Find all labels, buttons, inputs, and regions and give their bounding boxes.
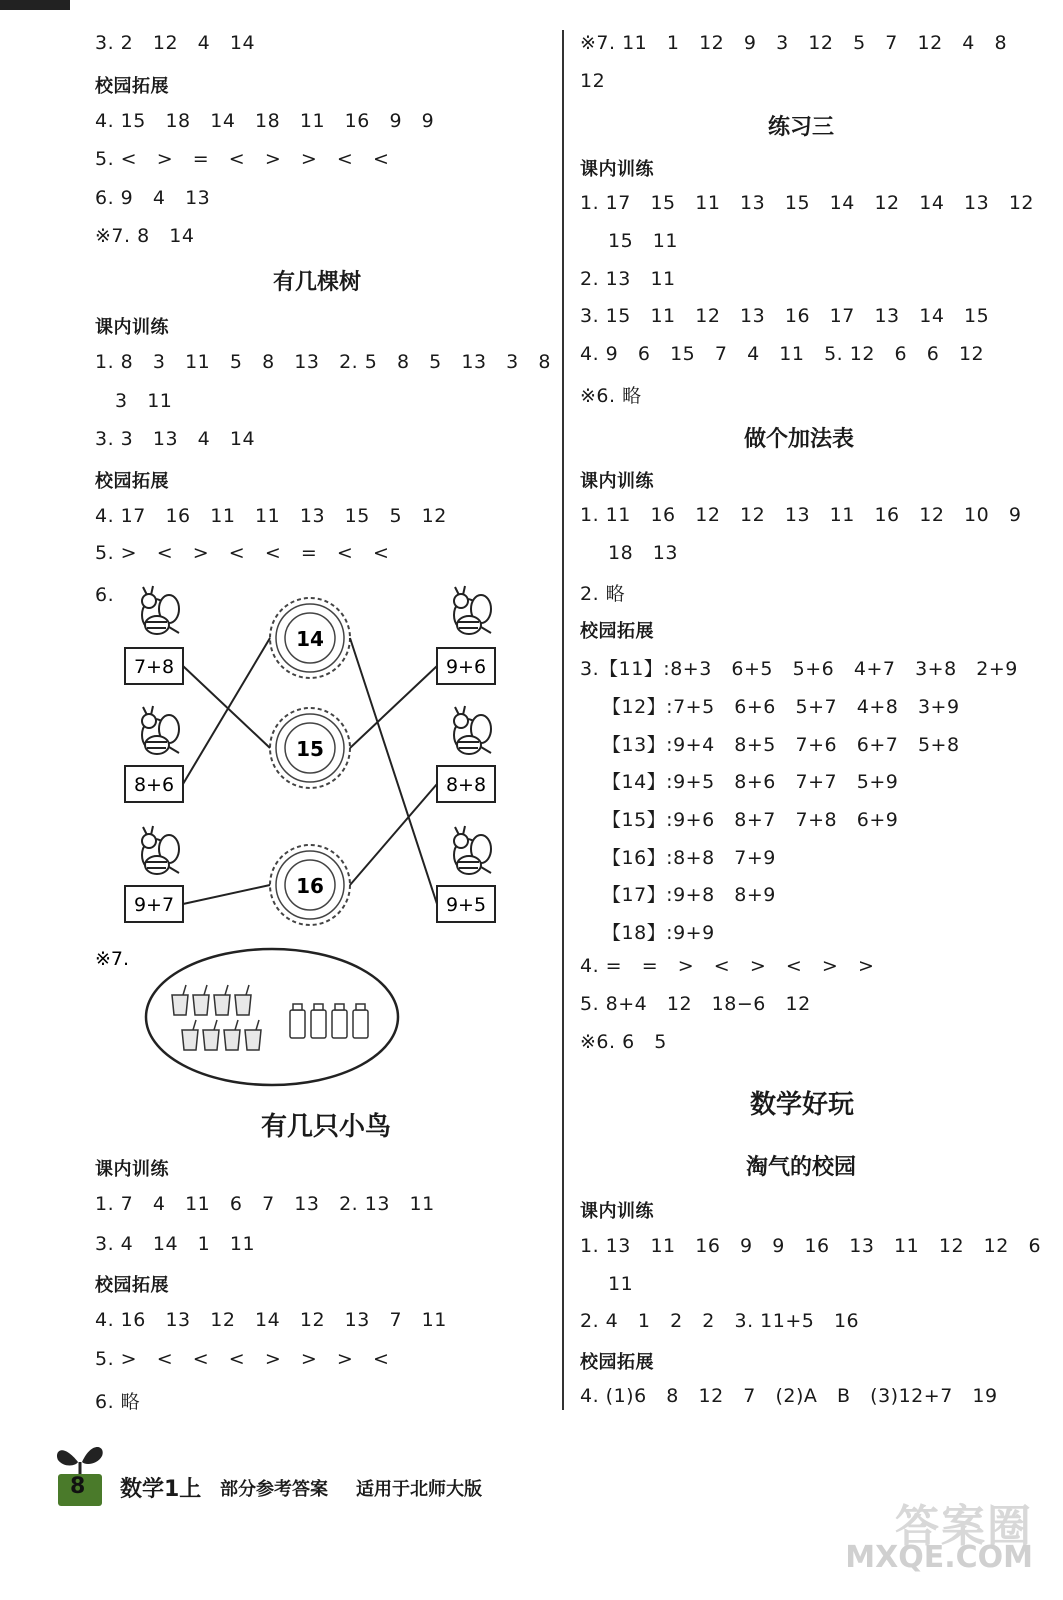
answer-line: 3. 15 11 12 13 16 17 13 14 15 (580, 305, 990, 327)
bee-icon (142, 706, 179, 754)
bee-icon (142, 826, 179, 874)
matching-diagram (0, 0, 560, 1100)
answer-line: 1. 8 3 11 5 8 13 2. 5 8 5 13 3 8 (95, 351, 551, 373)
sprout-pot-icon (52, 1432, 112, 1512)
section-label: 校园拓展 (580, 621, 654, 642)
page-footer (52, 1432, 652, 1512)
flower-number: 16 (296, 874, 324, 898)
flower-number: 15 (296, 737, 324, 761)
question-number: 6. (95, 584, 115, 606)
expression-text: 7+8 (133, 656, 175, 678)
answer-line: 【13】:9+4 8+5 7+6 6+7 5+8 (602, 734, 960, 756)
answer-line: 【16】:8+8 7+9 (602, 847, 776, 869)
answer-line: 5. > < > < < = < < (95, 542, 390, 564)
footer-label: 部分参考答案 (220, 1479, 328, 1500)
answer-line: 4. (1)6 8 12 7 (2)A B (3)12+7 19 (580, 1385, 998, 1407)
answer-line: 【17】:9+8 8+9 (602, 884, 776, 906)
answer-line: 【12】:7+5 6+6 5+7 4+8 3+9 (602, 696, 960, 718)
answer-line: 5. 8+4 12 18−6 12 (580, 993, 811, 1015)
lesson-title: 练习三 (768, 115, 835, 140)
answer-line: 2. 略 (580, 583, 626, 605)
answer-line: 11 (608, 1273, 634, 1295)
question-number: ※7. (95, 948, 130, 970)
answer-line: 6. 略 (95, 1391, 141, 1413)
answer-line: 【14】:9+5 8+6 7+7 5+9 (602, 771, 899, 793)
answer-line: 6. 9 4 13 (95, 187, 211, 209)
section-label: 课内训练 (580, 1201, 654, 1222)
flower-number: 14 (296, 627, 324, 651)
answer-line: 1. 11 16 12 12 13 11 16 12 10 9 (580, 504, 1022, 526)
expression-text: 9+6 (445, 656, 487, 678)
answer-line: ※6. 6 5 (580, 1031, 667, 1053)
answer-line: 15 11 (608, 230, 678, 252)
section-label: 课内训练 (580, 159, 654, 180)
section-label: 校园拓展 (580, 1352, 654, 1373)
answer-line: 4. 9 6 15 7 4 11 5. 12 6 6 12 (580, 343, 985, 365)
answer-line: 3.【11】:8+3 6+5 5+6 4+7 3+8 2+9 (580, 658, 1018, 680)
answer-line: 3. 2 12 4 14 (95, 32, 256, 54)
column-divider (562, 30, 564, 1410)
bee-icon (454, 826, 491, 874)
answer-line: 4. = = > < > < > > (580, 955, 875, 977)
bee-icon (142, 586, 179, 634)
bee-icon (454, 586, 491, 634)
section-label: 课内训练 (95, 317, 169, 338)
answer-line: 3. 3 13 4 14 (95, 428, 256, 450)
answer-line: 【15】:9+6 8+7 7+8 6+9 (602, 809, 899, 831)
answer-line: 4. 16 13 12 14 12 13 7 11 (95, 1309, 447, 1331)
answer-line: 18 13 (608, 542, 678, 564)
answer-line: 【18】:9+9 (602, 922, 715, 944)
watermark-url: MXQE.COM (845, 1540, 1033, 1575)
answer-line: 3 11 (115, 390, 173, 412)
section-label: 课内训练 (580, 471, 654, 492)
answer-line: 1. 17 15 11 13 15 14 12 14 13 12 (580, 192, 1035, 214)
answer-line: 4. 17 16 11 11 13 15 5 12 (95, 505, 447, 527)
answer-line: 5. > < < < > > > < (95, 1348, 390, 1370)
lesson-title: 淘气的校园 (746, 1155, 857, 1180)
section-label: 校园拓展 (95, 1275, 169, 1296)
chapter-title: 数学好玩 (750, 1090, 855, 1120)
answer-line: 12 (580, 70, 606, 92)
answer-line: 5. < > = < > > < < (95, 148, 390, 170)
lesson-title: 做个加法表 (744, 427, 855, 452)
lesson-title: 有几棵树 (273, 270, 362, 295)
expression-text: 9+7 (133, 894, 175, 916)
section-label: 校园拓展 (95, 471, 169, 492)
answer-line: 2. 13 11 (580, 268, 676, 290)
watermark-logo: 答案圈 (895, 1501, 1033, 1552)
answer-line: 2. 4 1 2 2 3. 11+5 16 (580, 1310, 860, 1332)
answer-line: 4. 15 18 14 18 11 16 9 9 (95, 110, 435, 132)
answer-line: ※7. 11 1 12 9 3 12 5 7 12 4 8 (580, 32, 1008, 54)
bee-icon (454, 706, 491, 754)
answer-line: 1. 13 11 16 9 9 16 13 11 12 12 6 (580, 1235, 1042, 1257)
match-line (183, 885, 270, 904)
answer-line: 1. 7 4 11 6 7 13 2. 13 11 (95, 1193, 435, 1215)
match-line (350, 784, 437, 885)
answer-line: ※6. 略 (580, 385, 642, 407)
match-line (183, 638, 270, 784)
expression-text: 8+8 (445, 774, 487, 796)
lesson-title: 有几只小鸟 (261, 1112, 392, 1142)
footer-edition: 适用于北师大版 (356, 1479, 482, 1500)
answer-line: 3. 4 14 1 11 (95, 1233, 256, 1255)
match-line (183, 666, 270, 748)
section-label: 校园拓展 (95, 76, 169, 97)
answer-line: ※7. 8 14 (95, 225, 195, 247)
book-subject: 数学1上 (120, 1477, 202, 1502)
page-number: 8 (70, 1474, 86, 1499)
section-label: 课内训练 (95, 1159, 169, 1180)
expression-text: 8+6 (133, 774, 175, 796)
expression-text: 9+5 (445, 894, 487, 916)
